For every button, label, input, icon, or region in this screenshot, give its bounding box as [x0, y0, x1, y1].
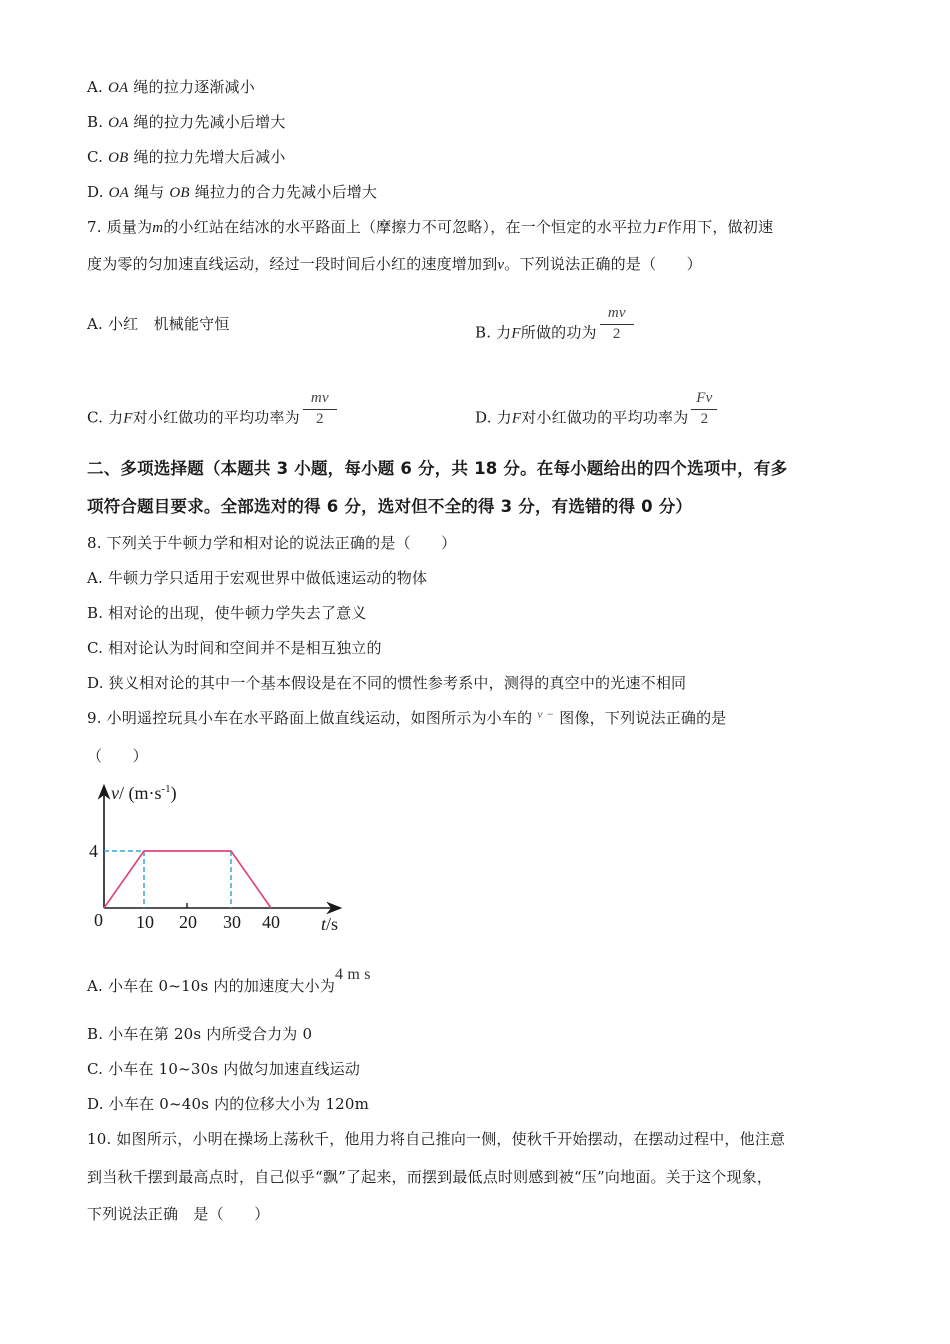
variable: v: [497, 257, 505, 273]
stem-text: 的小红站在结冰的水平路面上（摩擦力不可忽略），在一个恒定的水平拉力: [163, 218, 658, 236]
fraction-denominator: 2: [700, 411, 709, 427]
fraction: [691, 389, 717, 428]
fraction-denominator: 2: [612, 326, 621, 342]
q6-option-d: [87, 182, 377, 203]
stem-text: 度为零的匀加速直线运动，经过一段时间后小红的速度增加到: [87, 255, 498, 273]
formula-fragment: v −: [537, 707, 555, 721]
x-tick-label-0: 0: [94, 910, 103, 930]
fraction-numerator: Fv: [696, 390, 713, 406]
option-label: C.: [87, 408, 104, 427]
option-label: D.: [87, 183, 104, 201]
variable: OB: [169, 185, 190, 201]
fraction-numerator: mv: [607, 305, 626, 321]
option-label: C.: [87, 148, 104, 166]
variable: F: [657, 220, 667, 236]
option-text: 绳的拉力逐渐减小: [133, 78, 255, 96]
y-axis-label: v/ $(m\cdot s^{-1})$: [111, 783, 177, 803]
stem-text: 。下列说法正确的是（ ）: [504, 255, 702, 273]
question-number: 7.: [87, 218, 102, 236]
option-text: 小车在 10~30s 内做匀加速直线运动: [108, 1060, 361, 1078]
x-axis-label: t/s: [321, 914, 339, 934]
q9-stem-line1: [87, 708, 726, 729]
stem-text: 质量为: [106, 218, 153, 236]
velocity-line: [104, 851, 271, 908]
variable: OA: [108, 115, 129, 131]
variable: m: [152, 220, 164, 236]
q7-stem-line2: [87, 254, 702, 275]
option-label: A.: [87, 977, 104, 995]
option-label: D.: [87, 1095, 104, 1113]
option-text: 对小红做功的平均功率为: [521, 408, 689, 427]
stem-text: 图像，下列说法正确的是: [559, 709, 727, 727]
q9-option-c: [87, 1059, 360, 1079]
option-label: B.: [475, 323, 492, 342]
q7-stem-line1: [87, 217, 773, 238]
option-text: 绳的拉力先减小后增大: [133, 113, 286, 131]
variable: OA: [108, 185, 130, 201]
q9-option-b: [87, 1024, 312, 1044]
q7-option-d: [475, 390, 717, 438]
q6-option-c: [87, 147, 285, 168]
q7-option-b: [475, 305, 634, 353]
fraction-numerator: mv: [310, 390, 329, 406]
option-text: 力: [496, 408, 512, 427]
option-text: 小车在 0~10s 内的加速度大小为: [107, 977, 336, 995]
q9-stem-line2: （ ）: [87, 747, 148, 765]
option-label: A.: [87, 78, 104, 96]
variable: F: [511, 410, 522, 427]
option-text: 小车在 0~40s 内的位移大小为 120m: [108, 1095, 370, 1113]
section-heading-line1: 二、多项选择题（本题共 3 小题，每小题 6 分，共 18 分。在每小题给出的四个选项中，有多: [87, 459, 788, 478]
vt-graph-svg: [85, 775, 355, 945]
stem-text: 作用下，做初速: [666, 218, 774, 236]
q9-option-a: [87, 966, 371, 997]
section-heading-line2: 项符合题目要求。全部选对的得 6 分，选对但不全的得 3 分，有选错的得 0 分）: [87, 497, 693, 516]
option-label: B.: [87, 1025, 104, 1043]
q8-option-d: D. 狭义相对论的其中一个基本假设是在不同的惯性参考系中，测得的真空中的光速不相同: [87, 674, 687, 692]
x-tick-label-20: 20: [179, 912, 197, 932]
option-text: 绳的拉力先增大后减小: [133, 148, 286, 166]
option-text: 力: [108, 408, 124, 427]
variable: OB: [108, 150, 129, 166]
q7-option-c: [87, 390, 337, 438]
option-label: C.: [87, 1060, 104, 1078]
variable: OA: [107, 80, 129, 96]
variable: F: [123, 410, 133, 427]
x-tick-label-30: 30: [223, 912, 241, 932]
q9-option-d: [87, 1094, 369, 1114]
fraction: [600, 304, 634, 343]
fraction-denominator: 2: [316, 411, 324, 427]
option-text: 力: [496, 323, 512, 342]
q6-option-b: [87, 112, 286, 133]
option-text: 绳拉力的合力先减小后增大: [194, 183, 378, 201]
option-text: 绳与: [134, 183, 165, 201]
velocity-time-graph: [85, 775, 355, 945]
q8-option-c: C. 相对论认为时间和空间并不是相互独立的: [87, 639, 382, 657]
q10-stem-line2: 到当秋千摆到最高点时，自己似乎“飘”了起来，而摆到最低点时则感到被“压”向地面。关于这个现象，: [87, 1168, 773, 1186]
option-label: A.: [87, 315, 104, 333]
q10-stem-line1: 10. 如图所示，小明在操场上荡秋千，他用力将自己推向一侧，使秋千开始摆动，在摆动过程中，他注意: [87, 1130, 786, 1148]
x-tick-label-10: 10: [136, 912, 154, 932]
y-tick-4: 4: [89, 841, 98, 861]
variable: F: [511, 325, 521, 342]
q10-stem-line3: 下列说法正确 是（ ）: [87, 1205, 270, 1223]
x-tick-label-40: 40: [262, 912, 280, 932]
q8-stem: 8. 下列关于牛顿力学和相对论的说法正确的是（ ）: [87, 534, 457, 552]
q8-option-a: A. 牛顿力学只适用于宏观世界中做低速运动的物体: [87, 569, 428, 587]
stem-text: 9. 小明遥控玩具小车在水平路面上做直线运动，如图所示为小车的: [87, 709, 533, 727]
option-text: 所做的功为: [520, 323, 597, 342]
option-text: 对小红做功的平均功率为: [132, 408, 300, 427]
q7-option-a: [87, 314, 230, 334]
unit-expression: 4 m s: [335, 966, 371, 983]
option-text: 小车在第 20s 内所受合力为 0: [108, 1025, 313, 1043]
q8-option-b: B. 相对论的出现，使牛顿力学失去了意义: [87, 604, 367, 622]
q6-option-a: [87, 77, 255, 98]
fraction: [303, 389, 337, 428]
option-label: D.: [475, 408, 492, 427]
option-text: 小红 机械能守恒: [107, 315, 230, 333]
option-label: B.: [87, 113, 104, 131]
